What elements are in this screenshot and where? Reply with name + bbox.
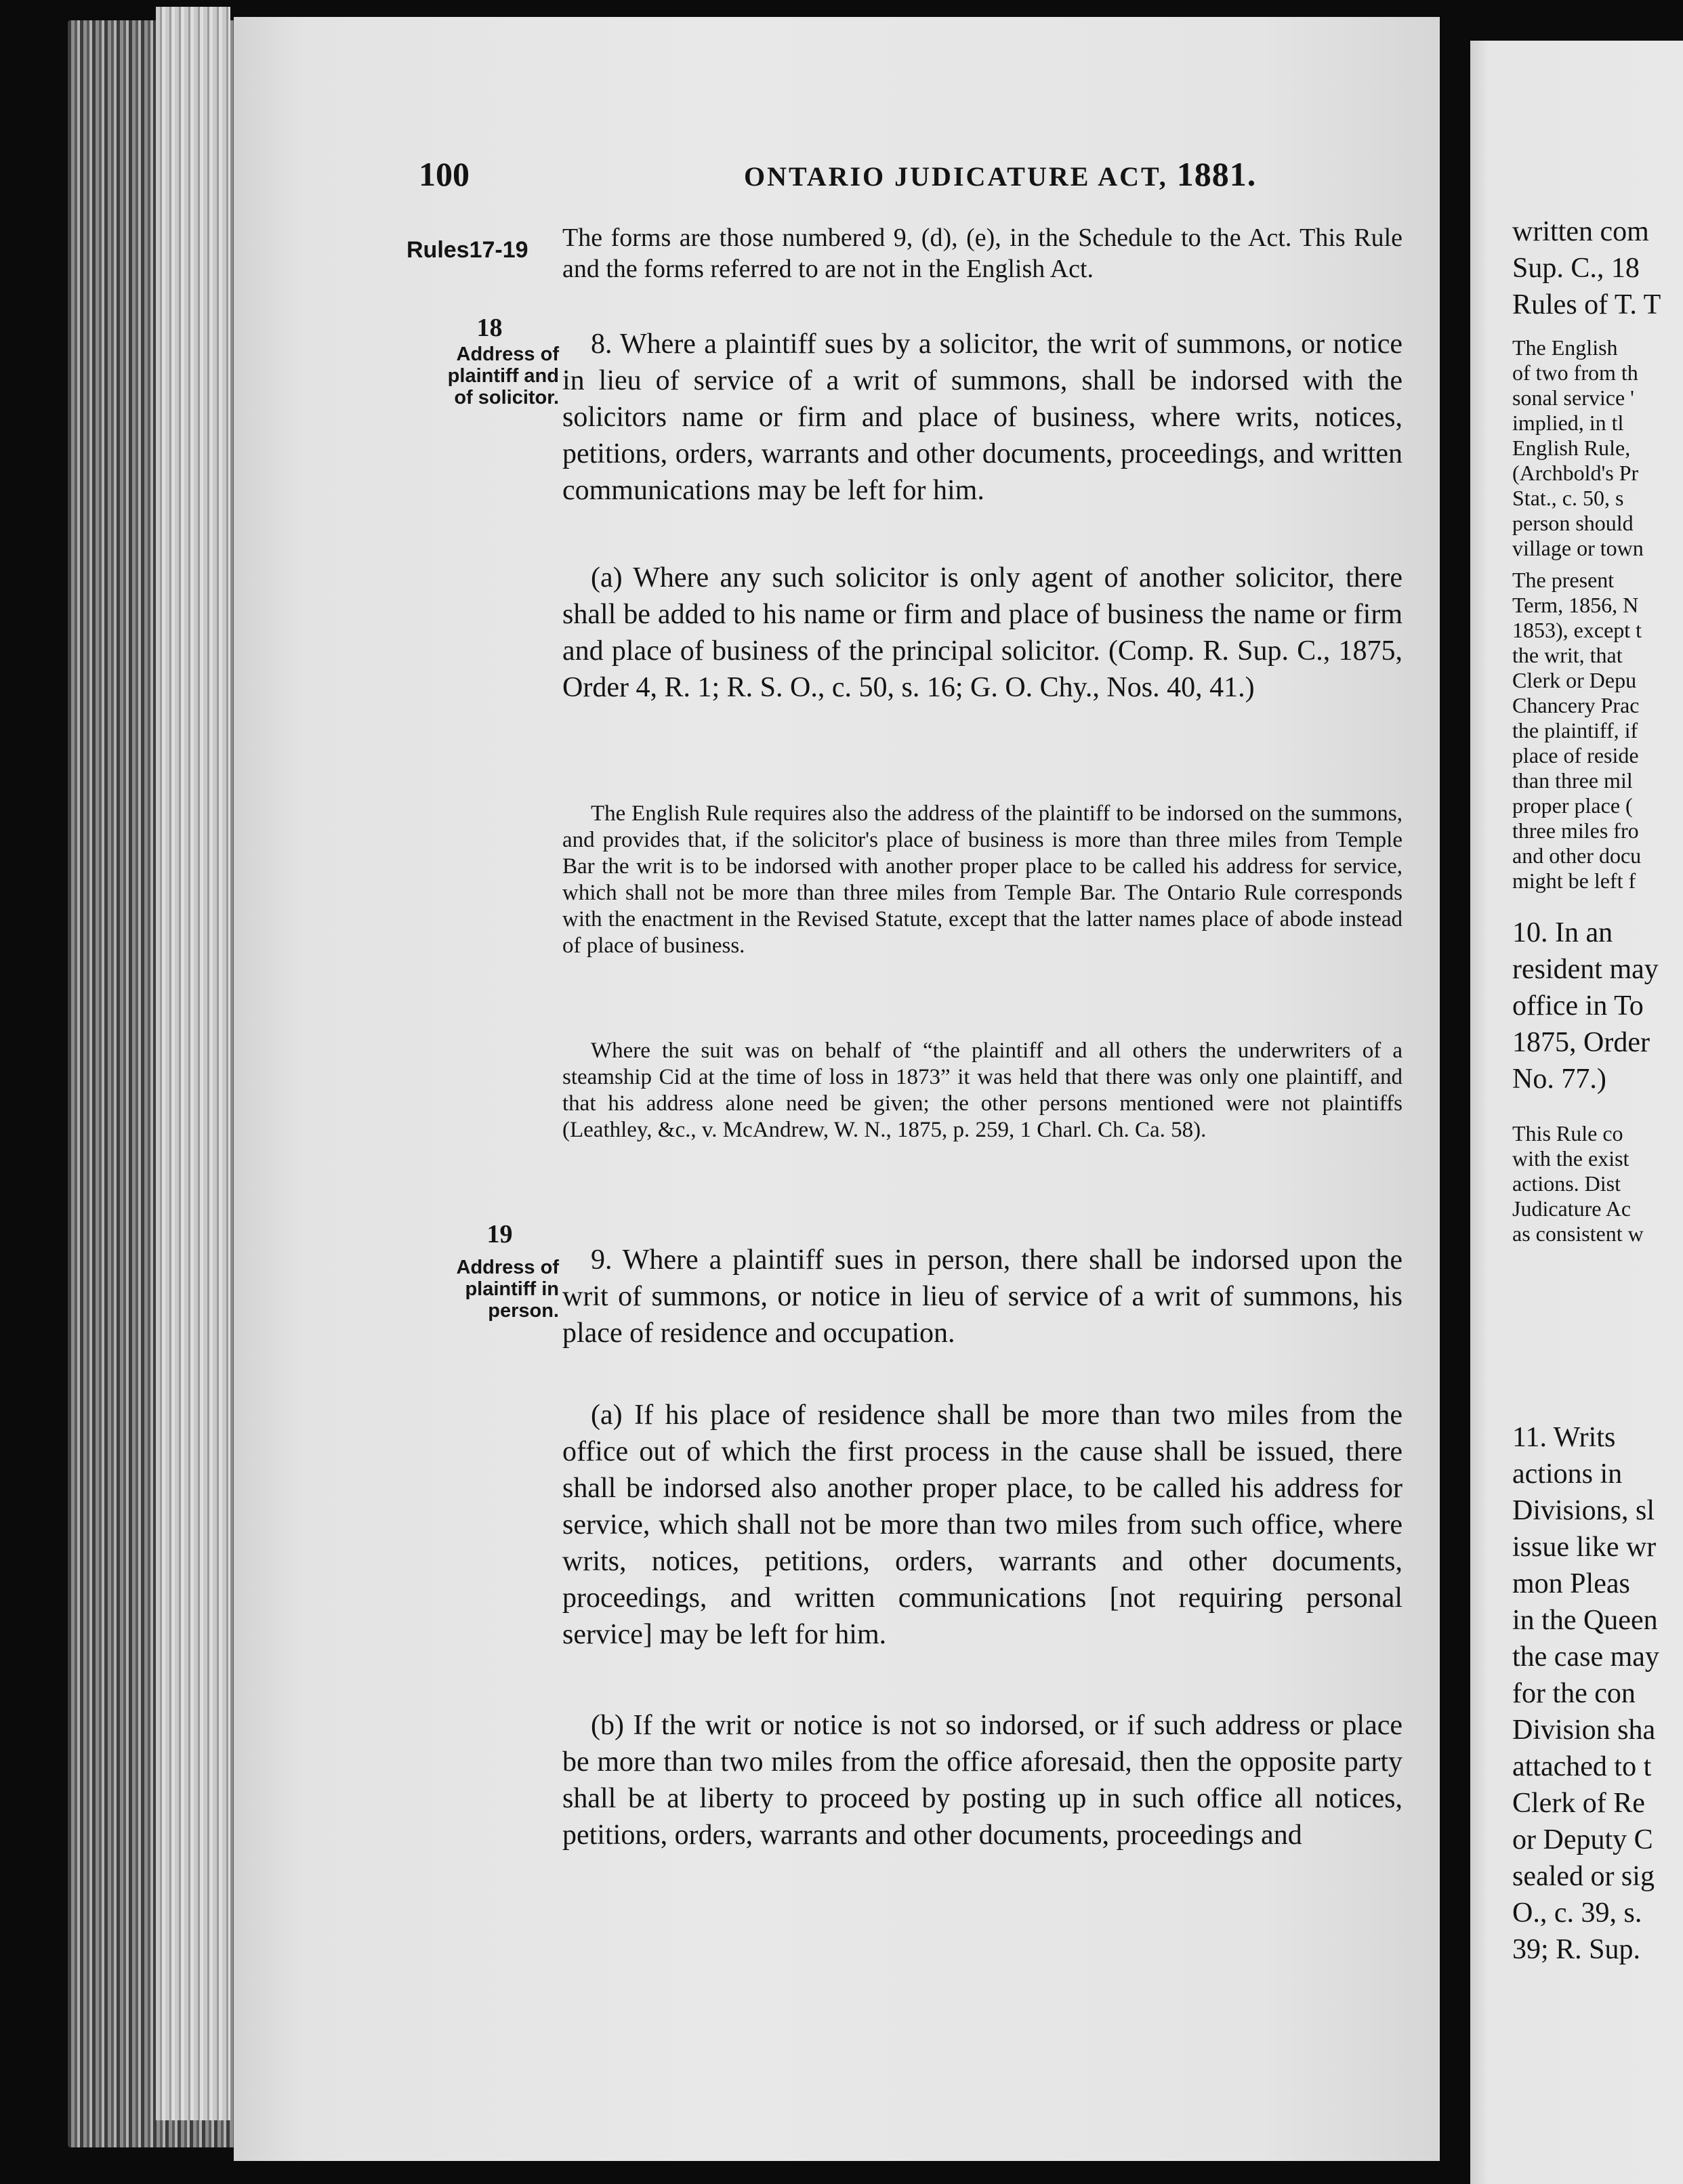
text-line: plaintiff in: [465, 1278, 559, 1300]
text-line: office in To: [1512, 990, 1644, 1022]
text-line: the writ, that: [1512, 643, 1623, 667]
text-line: 1853), except t: [1512, 618, 1642, 642]
rule-9-paragraph: 9. Where a plaintiff sues in person, there shall be indorsed upon the writ of summons, or notice in lieu of service of a writ of summons, his place of residence and occupation.: [562, 1244, 1402, 1349]
margin-rule-19-note: [407, 1257, 559, 1322]
text-line: actions in: [1512, 1458, 1623, 1490]
text-line: as consistent w: [1512, 1221, 1644, 1246]
text-line: Judicature Ac: [1512, 1196, 1632, 1221]
text-line: 11. Writs: [1512, 1422, 1616, 1453]
text-line: Rules of T. T: [1512, 289, 1661, 320]
text-line: Sup. C., 18: [1512, 253, 1640, 284]
text-line: the plaintiff, if: [1512, 718, 1638, 742]
right-block-2: [1512, 335, 1644, 561]
text-line: might be left f: [1512, 868, 1636, 893]
text-line: written com: [1512, 216, 1649, 247]
text-line: three miles fro: [1512, 818, 1639, 843]
text-line: O., c. 39, s.: [1512, 1897, 1642, 1929]
text-line: This Rule co: [1512, 1121, 1623, 1146]
text-line: person.: [488, 1300, 559, 1322]
text-line: issue like wr: [1512, 1532, 1657, 1563]
margin-rule-18-number: 18: [476, 314, 503, 342]
text-line: proper place (: [1512, 793, 1633, 818]
text-line: actions. Dist: [1512, 1171, 1621, 1196]
text-line: Clerk or Depu: [1512, 668, 1637, 692]
rule-8-note-english-rule: The English Rule requires also the address of the plaintiff to be indorsed on the summons, and provides that, if the solicitor's place of business is more than three miles from Temple Bar the writ is to be indorsed with another proper place to be called his address for service, which shall not be more than three miles from Temple Bar. The Ontario Rule corresponds with the enactment in the Revised Statute, except that the latter names place of abode instead of place of business.: [562, 801, 1402, 958]
running-head-title: ONTARIO JUDICATURE ACT,: [744, 161, 1168, 192]
text-line: sonal service ': [1512, 385, 1634, 410]
text-line: the case may: [1512, 1641, 1659, 1673]
book-page-edges-inner: [156, 7, 230, 2120]
text-line: in the Queen: [1512, 1605, 1658, 1636]
text-line: with the exist: [1512, 1146, 1629, 1171]
text-line: person should: [1512, 511, 1634, 535]
margin-rule-18-note: [407, 343, 559, 408]
rule-9a-paragraph: (a) If his place of residence shall be more than two miles from the office out of which the first process in the cause shall be issued, there shall be indorsed also another proper place, to be called his address for service, which shall not be more than two miles from such office, where writs, notices, petitions, orders, warrants and other documents, proceedings, and written communications [not requiring personal service] may be left for him.: [562, 1400, 1402, 1650]
text-line: of two from th: [1512, 360, 1638, 385]
text-line: The present: [1512, 568, 1615, 592]
text-line: English Rule,: [1512, 436, 1631, 460]
right-page: [1470, 41, 1683, 2184]
rule-9b-paragraph: (b) If the writ or notice is not so indorsed, or if such address or place be more than two miles from the office aforesaid, then the opposite party shall be at liberty to proceed by posting up in such office all notices, petitions, orders, warrants and other documents, proceedings and: [562, 1710, 1402, 1851]
text-line: implied, in tl: [1512, 411, 1624, 435]
text-line: than three mil: [1512, 768, 1633, 793]
page-number: 100: [419, 155, 470, 193]
text-line: 1875, Order: [1512, 1027, 1650, 1058]
text-line: place of reside: [1512, 743, 1639, 768]
right-block-5: [1512, 1121, 1644, 1246]
margin-rules-range: Rules17-19: [407, 237, 528, 263]
text-line: Address of: [456, 343, 559, 365]
right-block-1: [1512, 213, 1661, 323]
right-block-3: [1512, 568, 1642, 894]
text-line: and other docu: [1512, 843, 1642, 868]
text-line: Division sha: [1512, 1715, 1656, 1746]
running-head-year: 1881.: [1176, 155, 1257, 193]
text-line: Clerk of Re: [1512, 1788, 1645, 1819]
text-line: resident may: [1512, 954, 1659, 985]
right-block-4: [1512, 915, 1659, 1097]
text-line: plaintiff and: [447, 365, 559, 387]
text-line: mon Pleas: [1512, 1568, 1630, 1599]
right-block-6: [1512, 1419, 1659, 1968]
running-head: [744, 154, 1256, 194]
text-line: (Archbold's Pr: [1512, 461, 1639, 485]
margin-rule-19-number: 19: [486, 1220, 513, 1248]
rule-8-paragraph: 8. Where a plaintiff sues by a solicitor, the writ of summons, or notice in lieu of service of a writ of summons, shall be indorsed with the solicitors name or firm and place of business, where writs, notices, petitions, orders, warrants and other documents, proceedings, and written communications may be left for him.: [562, 329, 1402, 506]
text-line: attached to t: [1512, 1751, 1652, 1782]
text-line: 10. In an: [1512, 917, 1613, 948]
text-line: Term, 1856, N: [1512, 593, 1639, 617]
text-line: of solicitor.: [454, 387, 559, 408]
rule-8a-paragraph: (a) Where any such solicitor is only agent of another solicitor, there shall be added to his name or firm and place of business the name or firm and place of business of the principal solicitor. (Comp. R. Sup. C., 1875, Order 4, R. 1; R. S. O., c. 50, s. 16; G. O. Chy., Nos. 40, 41.): [562, 562, 1402, 703]
intro-paragraph: The forms are those numbered 9, (d), (e), in the Schedule to the Act. This Rule and the forms referred to are not in the English Act.: [562, 224, 1402, 283]
text-line: Stat., c. 50, s: [1512, 486, 1624, 510]
text-line: Chancery Prac: [1512, 693, 1640, 717]
text-line: village or town: [1512, 536, 1644, 560]
text-line: Address of: [456, 1257, 559, 1278]
text-line: Divisions, sl: [1512, 1495, 1655, 1526]
text-line: The English: [1512, 335, 1618, 360]
text-line: or Deputy C: [1512, 1824, 1653, 1855]
text-line: sealed or sig: [1512, 1861, 1655, 1892]
rule-8-note-case: Where the suit was on behalf of “the plaintiff and all others the underwriters of a steamship Cid at the time of loss in 1873” it was held that there was only one plaintiff, and that his address alone need be given; the other persons mentioned were not plaintiffs (Leathley, &c., v. McAndrew, W. N., 1875, p. 259, 1 Charl. Ch. Ca. 58).: [562, 1038, 1402, 1142]
text-line: 39; R. Sup.: [1512, 1934, 1641, 1965]
text-line: for the con: [1512, 1678, 1636, 1709]
text-line: No. 77.): [1512, 1064, 1606, 1095]
